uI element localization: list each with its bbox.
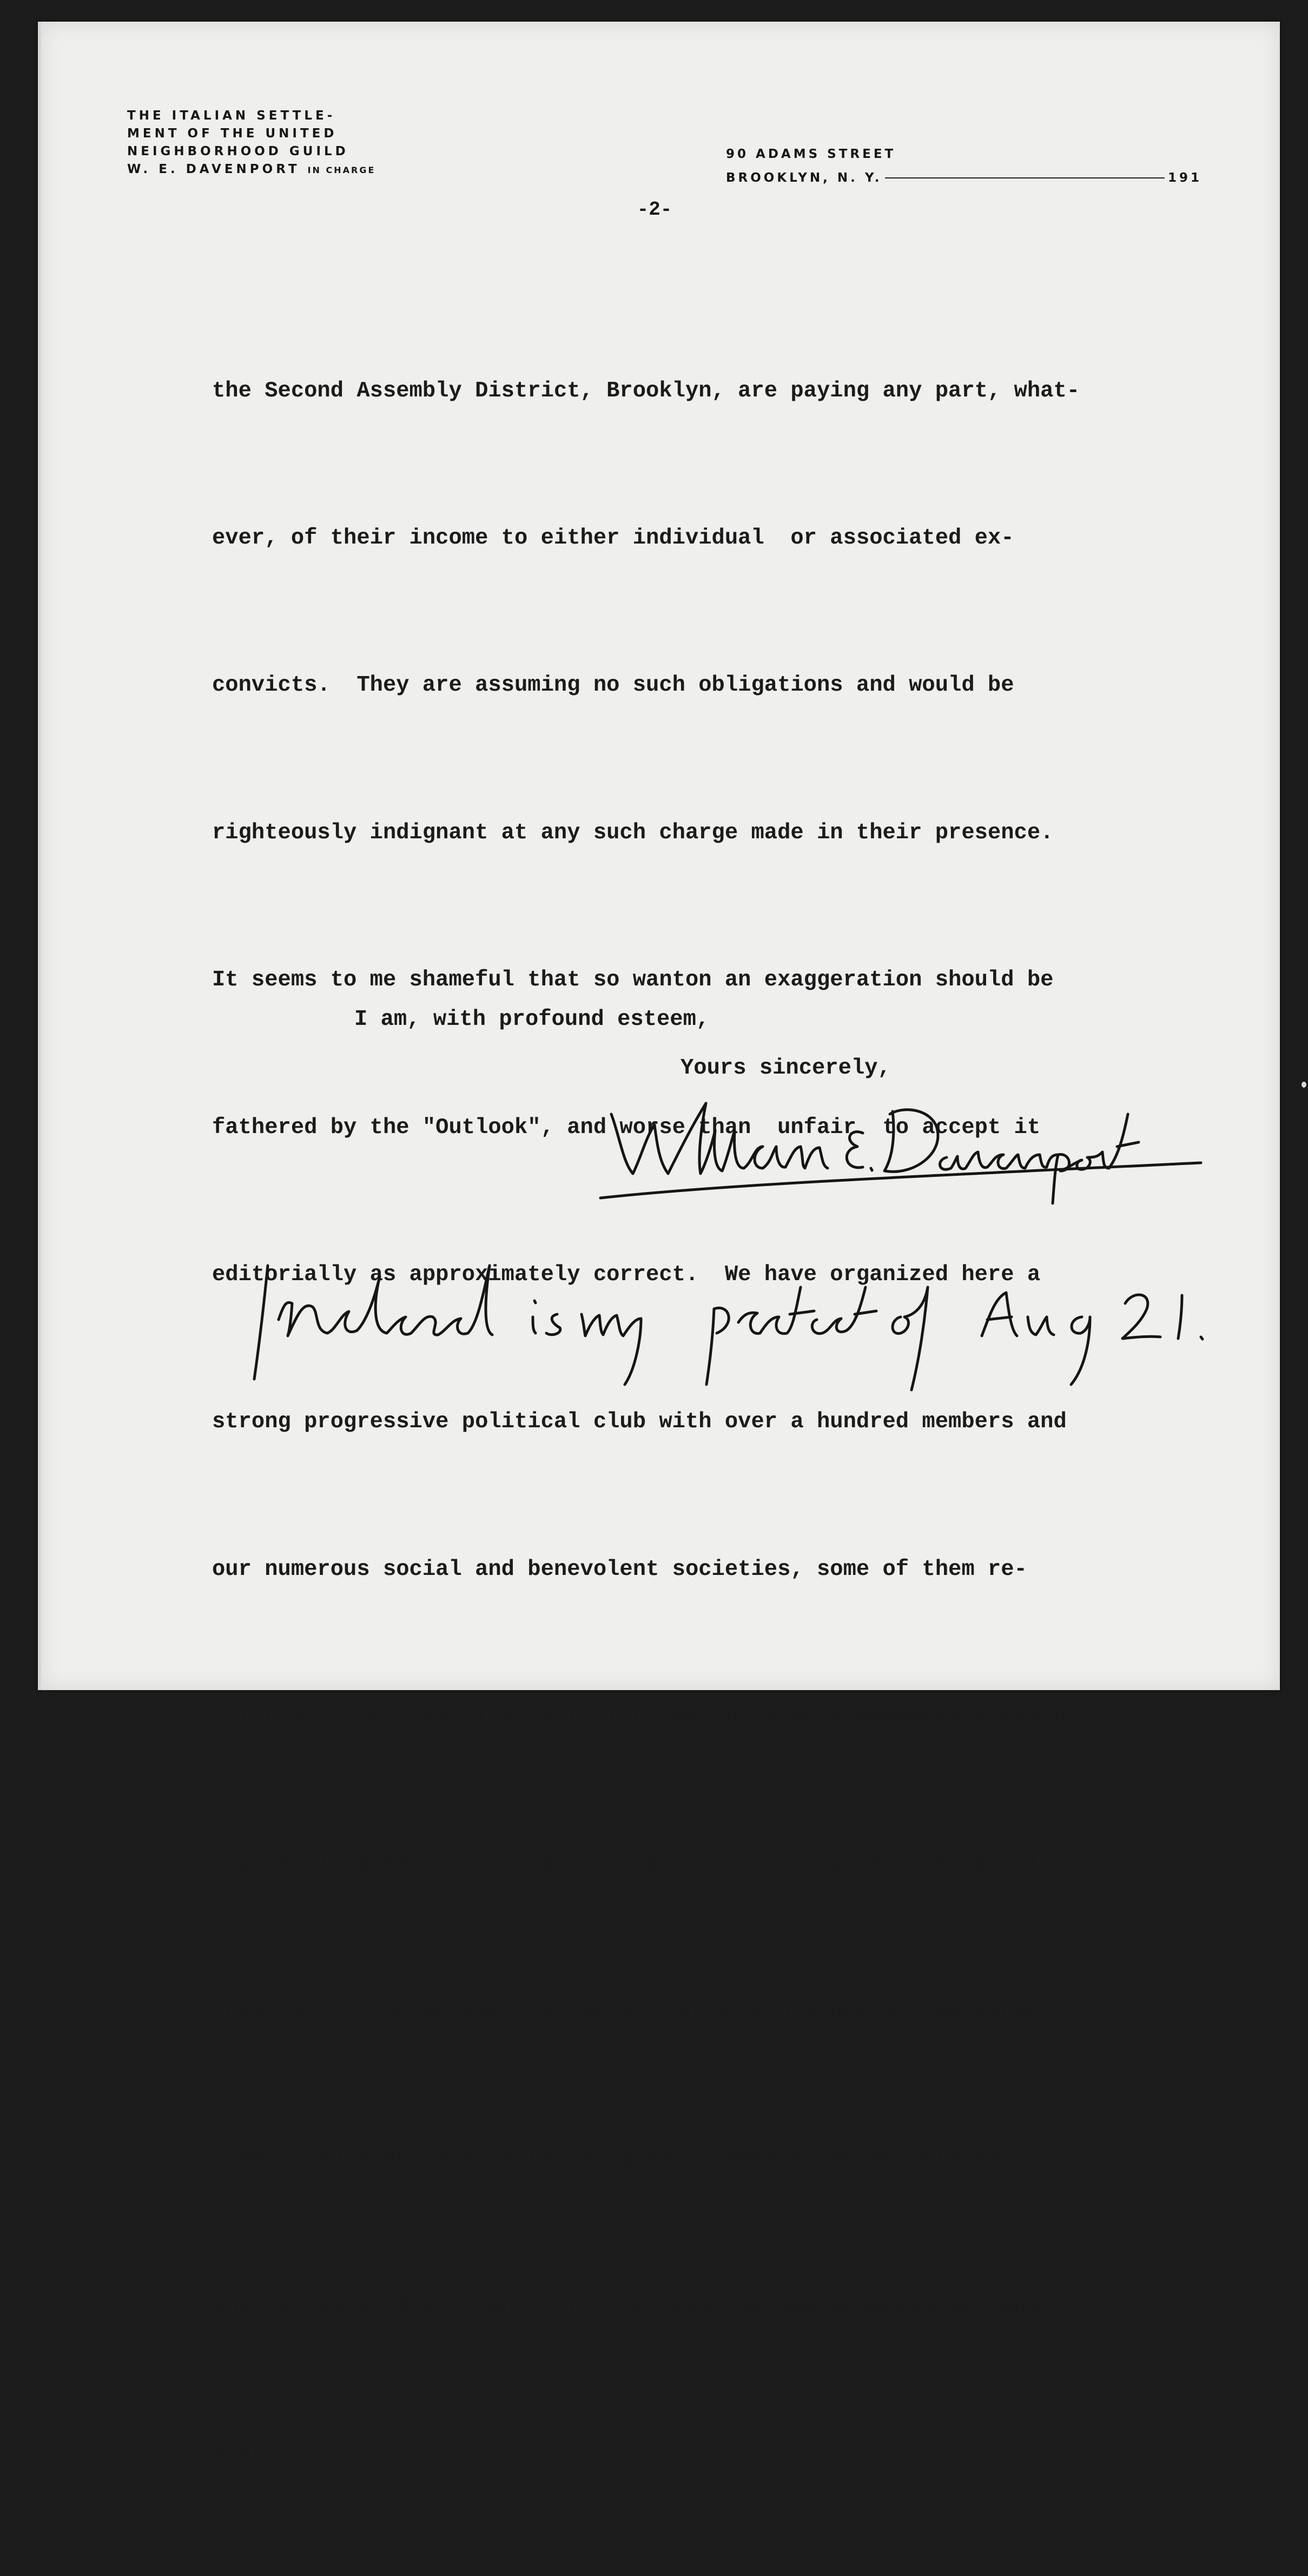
letter-body	[212, 268, 1080, 2576]
body-line: any so-called Black Hand, or other evil minded organization any-	[212, 2293, 1054, 2319]
body-line: fathered by the "Outlook", and worse than unfair to accept it	[212, 1115, 1041, 1140]
org-director-line	[127, 161, 375, 179]
signoff-line: Yours sincerely,	[681, 1056, 891, 1081]
body-line: righteously indignant at any such charge made in their presence.	[212, 820, 1054, 845]
year-prefix: 191	[1167, 171, 1202, 185]
body-line: where.	[212, 2441, 291, 2466]
body-line: lated more or less closely to the church, have a membership reach-	[212, 1704, 1080, 1730]
body-line: our numerous social and benevolent societies, some of them re-	[212, 1557, 1027, 1582]
body-line: ever, of their income to either individual or associated ex-	[212, 525, 1014, 551]
body-line: the Second Assembly District, Brooklyn, are paying any part, what-	[212, 378, 1080, 403]
body-line: convicts. They are assuming no such obligations and would be	[212, 673, 1014, 698]
director-name: W. E. DAVENPORT	[127, 162, 300, 176]
closing-line: I am, with profound esteem,	[354, 1007, 710, 1032]
letterhead-organization	[127, 107, 375, 179]
handwritten-signature	[590, 1082, 1212, 1206]
body-line: strong progressive political club with over a hundred members and	[212, 1409, 1067, 1435]
handwritten-note	[238, 1244, 1223, 1406]
city-date-line	[726, 166, 1202, 190]
letterhead-address	[726, 142, 1202, 190]
org-line: MENT OF THE UNITED	[127, 127, 338, 141]
body-line: editorially as approximately correct. We have organized here a	[212, 1262, 1041, 1287]
date-rule	[885, 177, 1165, 178]
city: BROOKLYN, N. Y.	[726, 171, 882, 185]
scan-speck	[1302, 1082, 1306, 1088]
body-line: ing nearly a thousand, and it is but fair to say that among all	[212, 1851, 1041, 1877]
page-number: -2-	[637, 198, 672, 221]
body-line: these it is incredible that more than possibly one or two excep-	[212, 1998, 1054, 2024]
body-line: tional individuals have the slightest concern for or interest in	[212, 2146, 1054, 2171]
body-line: It seems to me shameful that so wanton an exaggeration should be	[212, 968, 1054, 993]
director-role: IN CHARGE	[307, 165, 376, 175]
org-line: THE ITALIAN SETTLE-	[127, 109, 336, 123]
street-address: 90 ADAMS STREET	[726, 147, 896, 161]
org-line: NEIGHBORHOOD GUILD	[127, 144, 349, 158]
